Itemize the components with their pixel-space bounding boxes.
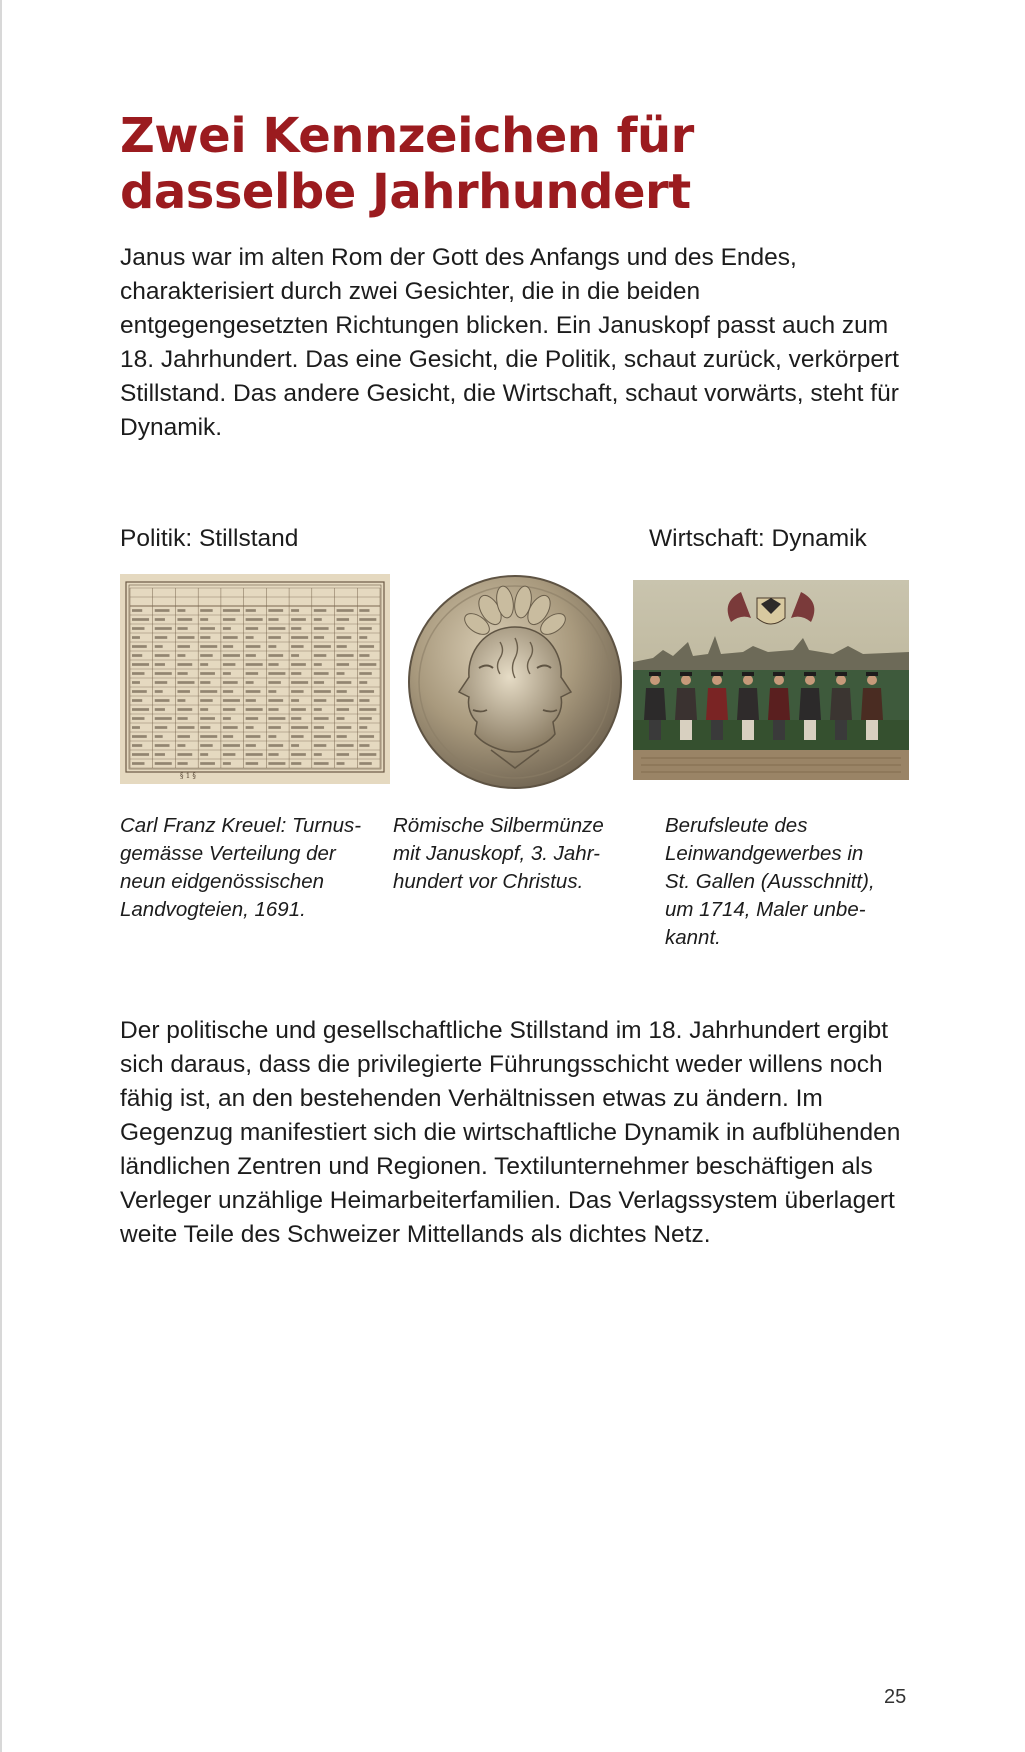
table-document-graphic (120, 574, 390, 784)
caption-line: hundert vor Christus. (393, 870, 584, 893)
caption-line: um 1714, Maler unbe- (665, 898, 866, 921)
caption-coin (393, 812, 623, 896)
caption-line: Berufsleute des (665, 814, 808, 837)
caption-line: Römische Silbermünze (393, 814, 604, 837)
body-paragraph: Der politische und gesellschaftliche Stillstand im 18. Jahrhundert ergibt sich daraus, dass die privilegierte Führungsschicht weder willens noch fähig ist, an den bestehenden Verhältnissen etwas zu ändern. Im Gegenzug manifestiert sich die wirtschaftliche Dynamik in aufblühenden ländlichen Zentren und Regionen. Textilunternehmer beschäftigen als Verleger unzählige Heimarbeiterfamilien. Das Verlagssystem überlagert weite Teile des Schweizer Mittellands als dichtes Netz. (120, 1017, 901, 1248)
caption-line: Leinwandgewerbes in (665, 842, 864, 865)
caption-table (120, 812, 370, 924)
label-wirtschaft: Wirtschaft: Dynamik (649, 525, 867, 552)
craftsmen-painting-graphic (633, 580, 909, 780)
svg-text:§ 1 §: § 1 § (180, 772, 196, 780)
table-document-image (120, 574, 390, 784)
label-politik: Politik: Stillstand (120, 525, 299, 552)
page-edge-rule (0, 0, 2, 1752)
intro-paragraph: Janus war im alten Rom der Gott des Anfangs und des Endes, charakterisiert durch zwei Gesichter, die in die beiden entgegengesetzten Richtungen blicken. Ein Januskopf passt auch zum 18. Jahrhundert. Das eine Gesicht, die Politik, schaut zurück, verkörpert Stillstand. Das andere Gesicht, die Wirtschaft, schaut vorwärts, steht für Dynamik. (120, 244, 899, 441)
page-number: 25 (884, 1686, 907, 1708)
caption-line: Landvogteien, 1691. (120, 898, 306, 921)
caption-line: kannt. (665, 926, 721, 949)
caption-line: St. Gallen (Ausschnitt), (665, 870, 875, 893)
caption-line: Carl Franz Kreuel: Turnus- (120, 814, 362, 837)
title-line-1: Zwei Kennzeichen für (120, 108, 694, 164)
janus-coin-graphic (405, 572, 625, 792)
caption-painting (665, 812, 905, 952)
caption-line: mit Januskopf, 3. Jahr- (393, 842, 600, 865)
caption-line: neun eidgenössischen (120, 870, 325, 893)
page-title (120, 108, 920, 220)
craftsmen-painting-image (633, 580, 909, 780)
title-line-2: dasselbe Jahrhundert (120, 164, 691, 220)
caption-line: gemässe Verteilung der (120, 842, 336, 865)
janus-coin-image (405, 572, 625, 792)
